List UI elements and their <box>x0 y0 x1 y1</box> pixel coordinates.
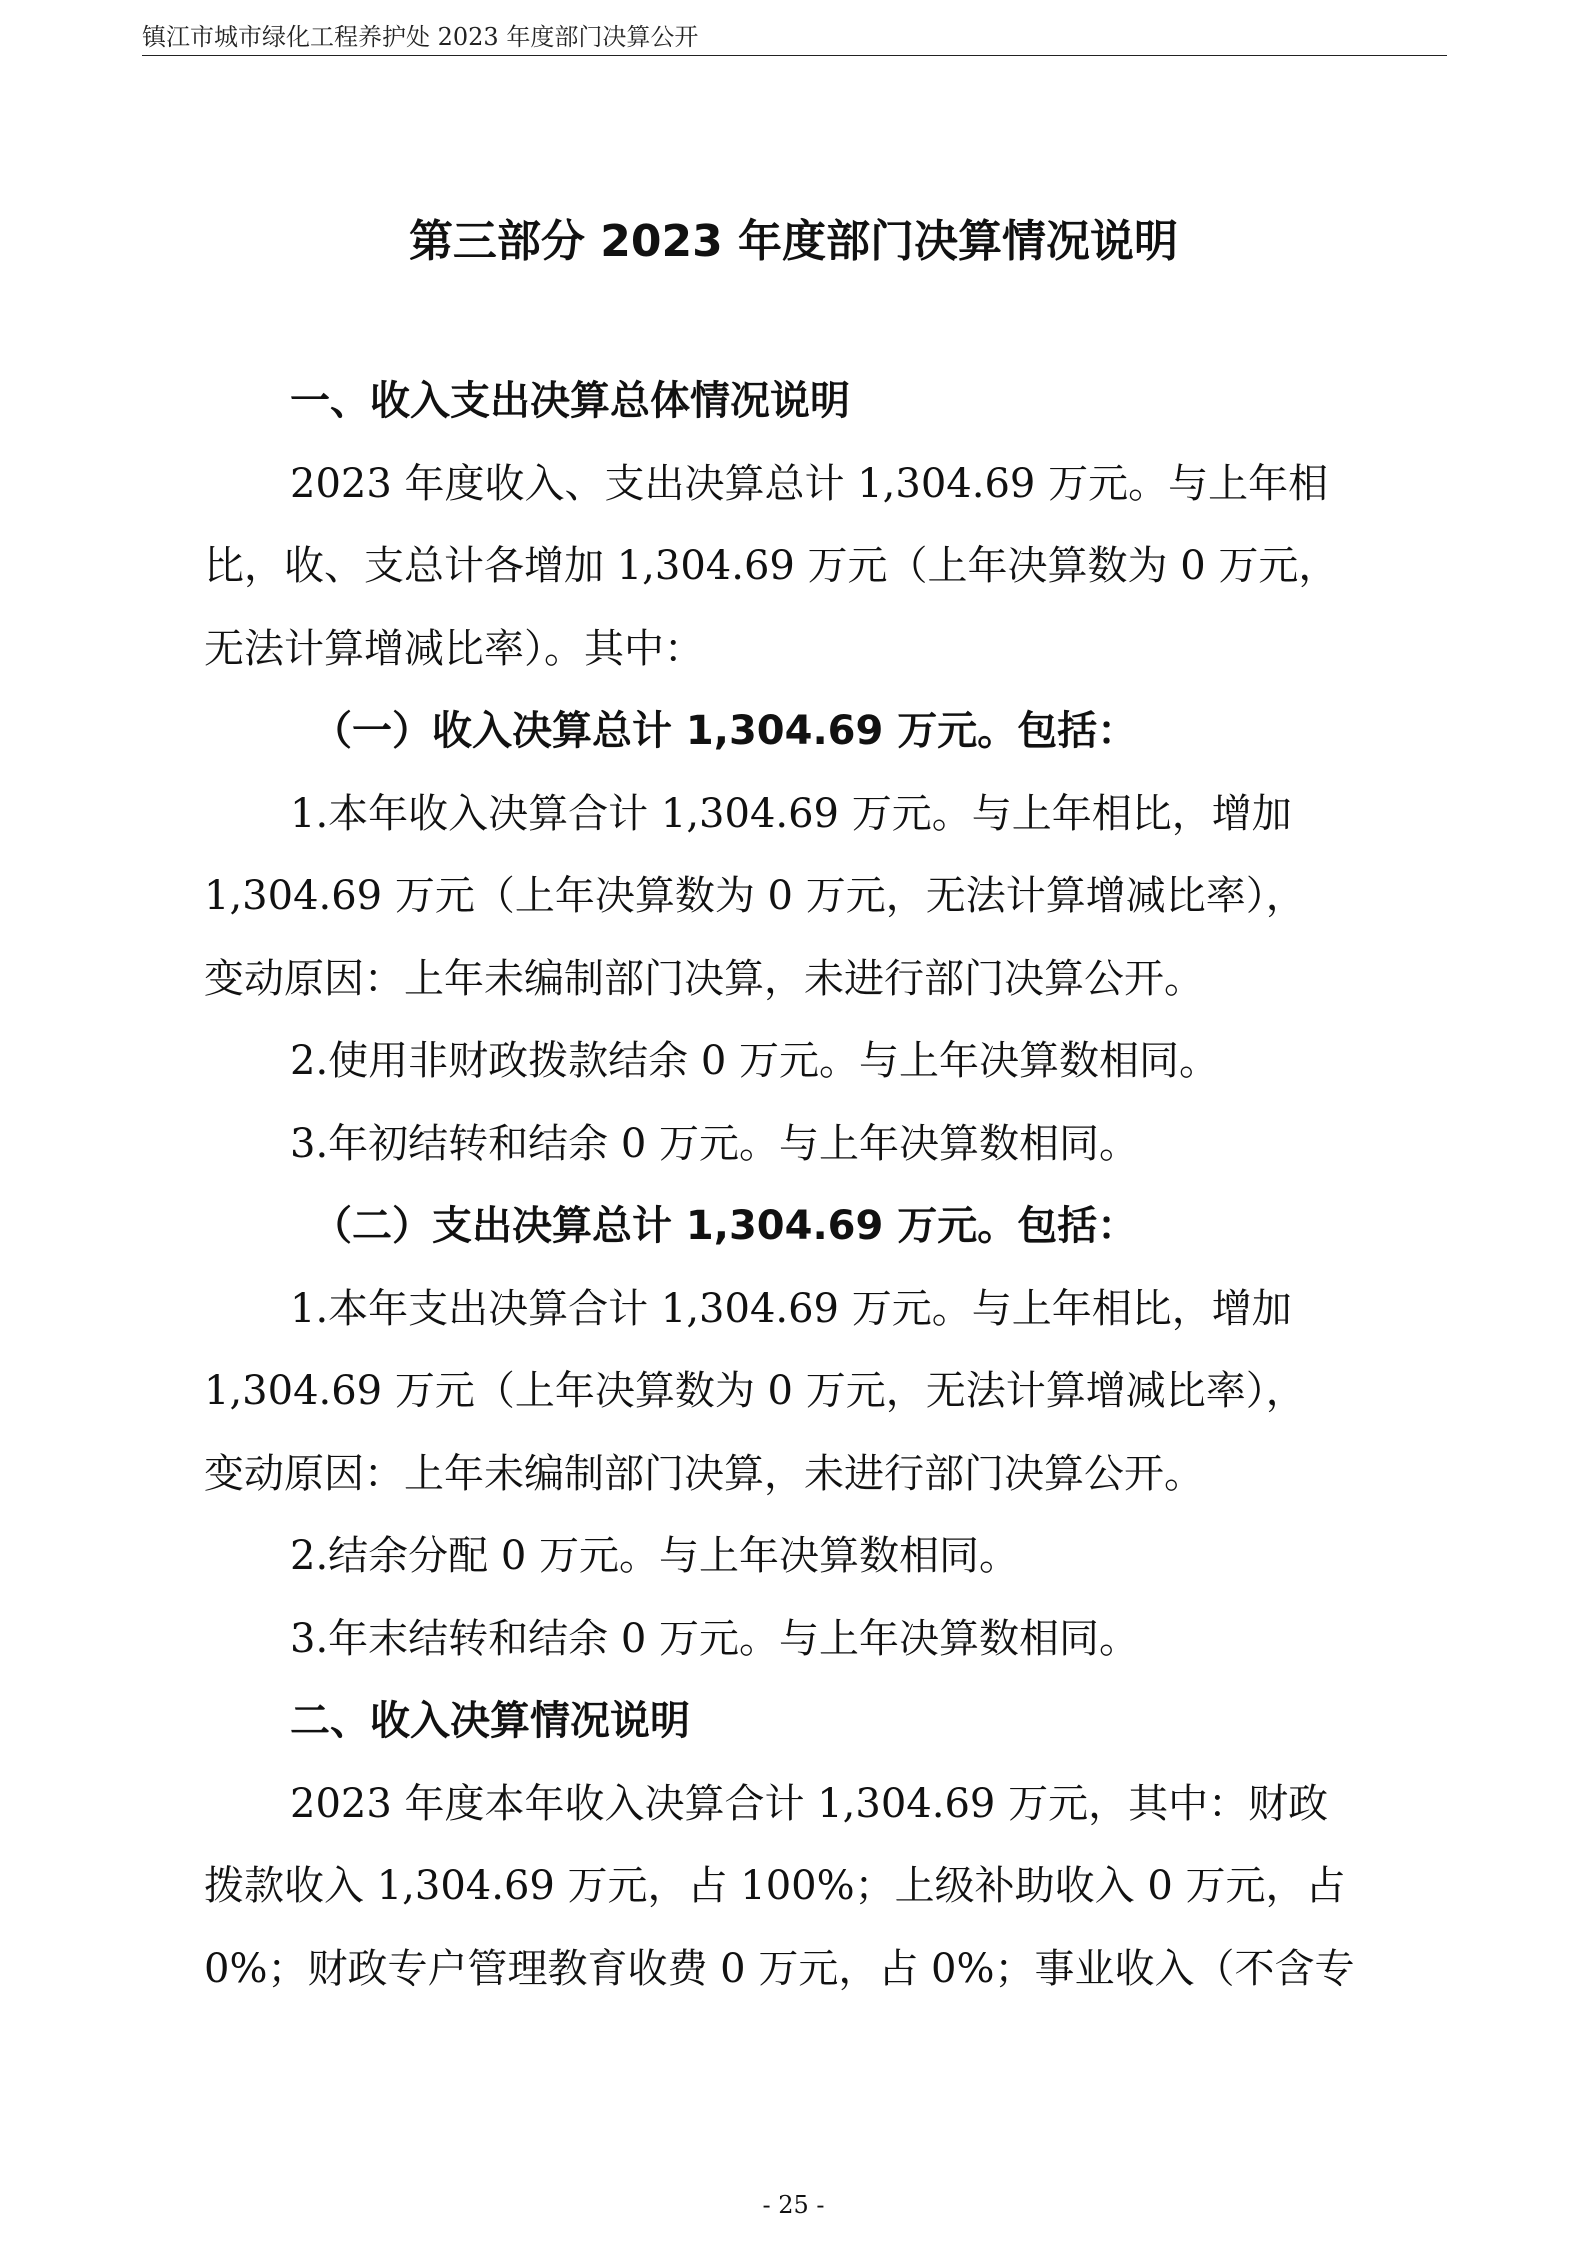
paragraph-line: 变动原因：上年未编制部门决算，未进行部门决算公开。 <box>204 1450 1204 1497</box>
paragraph-line: 2.结余分配 0 万元。与上年决算数相同。 <box>290 1533 1020 1579</box>
paragraph-line: 1,304.69 万元（上年决算数为 0 万元，无法计算增减比率）， <box>204 873 1306 919</box>
paragraph-line: 3.年初结转和结余 0 万元。与上年决算数相同。 <box>290 1120 1140 1167</box>
subsection-heading: （二）支出决算总计 1,304.69 万元。包括： <box>312 1203 1138 1249</box>
section-heading: 二、收入决算情况说明 <box>290 1698 690 1744</box>
paragraph-line: 2023 年度收入、支出决算总计 1,304.69 万元。与上年相 <box>290 460 1329 507</box>
paragraph-line: 拨款收入 1,304.69 万元，占 100%；上级补助收入 0 万元，占 <box>204 1863 1346 1909</box>
page-title: 第三部分 2023 年度部门决算情况说明 <box>408 216 1179 267</box>
paragraph-line: 1.本年支出决算合计 1,304.69 万元。与上年相比，增加 <box>290 1285 1292 1332</box>
running-header: 镇江市城市绿化工程养护处 2023 年度部门决算公开 <box>142 23 699 51</box>
page-number: - 25 - <box>762 2191 825 2219</box>
paragraph-line: 2.使用非财政拨款结余 0 万元。与上年决算数相同。 <box>290 1038 1220 1084</box>
section-heading: 一、收入支出决算总体情况说明 <box>290 378 850 424</box>
paragraph-line: 3.年末结转和结余 0 万元。与上年决算数相同。 <box>290 1615 1140 1662</box>
paragraph-line: 0%；财政专户管理教育收费 0 万元，占 0%；事业收入（不含专 <box>204 1945 1355 1992</box>
header-divider <box>142 55 1447 56</box>
paragraph-line: 1.本年收入决算合计 1,304.69 万元。与上年相比，增加 <box>290 790 1292 837</box>
subsection-heading: （一）收入决算总计 1,304.69 万元。包括： <box>312 708 1138 754</box>
paragraph-line: 2023 年度本年收入决算合计 1,304.69 万元，其中：财政 <box>290 1780 1329 1827</box>
paragraph-line: 无法计算增减比率）。其中： <box>204 625 704 672</box>
paragraph-line: 变动原因：上年未编制部门决算，未进行部门决算公开。 <box>204 955 1204 1002</box>
paragraph-line: 比，收、支总计各增加 1,304.69 万元（上年决算数为 0 万元， <box>204 543 1339 589</box>
document-body <box>204 360 1404 2010</box>
paragraph-line: 1,304.69 万元（上年决算数为 0 万元，无法计算增减比率）， <box>204 1368 1306 1414</box>
